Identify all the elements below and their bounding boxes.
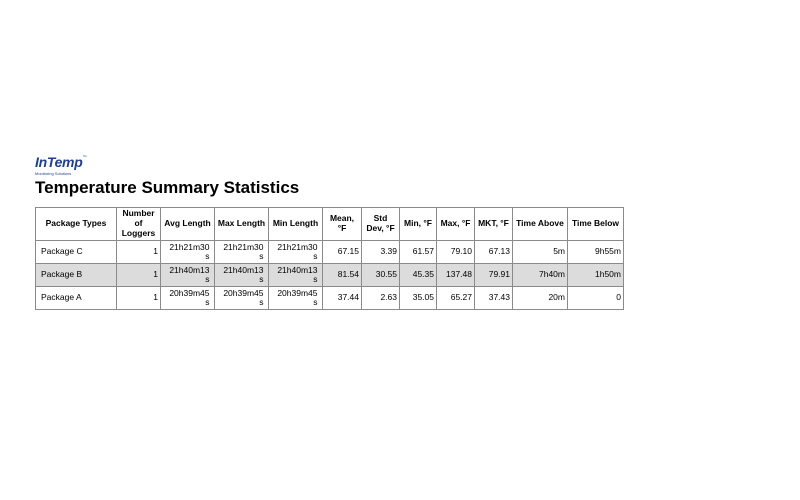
package-name-cell: Package A xyxy=(36,287,117,310)
table-row xyxy=(36,241,624,264)
table-cell: 79.10 xyxy=(437,241,475,264)
table-cell: 79.91 xyxy=(475,264,513,287)
table-cell: 2.63 xyxy=(362,287,400,310)
length-value: 20h39m45s xyxy=(277,287,318,307)
table-cell: 65.27 xyxy=(437,287,475,310)
length-cell xyxy=(269,264,323,287)
table-row xyxy=(36,287,624,310)
header-std-dev: Std Dev, °F xyxy=(362,208,400,241)
logo-tagline: Monitoring Solutions xyxy=(35,171,72,176)
table-cell: 1h50m xyxy=(568,264,624,287)
table-body xyxy=(36,241,624,310)
table-cell: 61.57 xyxy=(400,241,437,264)
header-mean: Mean, °F xyxy=(323,208,362,241)
length-cell xyxy=(215,264,269,287)
table-cell: 30.55 xyxy=(362,264,400,287)
table-cell: 1 xyxy=(117,241,161,264)
header-mkt: MKT, °F xyxy=(475,208,513,241)
table-header-row xyxy=(36,208,624,241)
header-time-below: Time Below xyxy=(568,208,624,241)
table-cell: 7h40m xyxy=(513,264,568,287)
length-value: 21h21m30s xyxy=(169,241,210,261)
length-cell xyxy=(269,241,323,264)
table-cell: 37.44 xyxy=(323,287,362,310)
table-row xyxy=(36,264,624,287)
length-cell xyxy=(215,241,269,264)
length-cell xyxy=(215,287,269,310)
table-cell: 1 xyxy=(117,287,161,310)
header-min: Min, °F xyxy=(400,208,437,241)
table-cell: 67.13 xyxy=(475,241,513,264)
length-value: 20h39m45s xyxy=(169,287,210,307)
table-cell: 20m xyxy=(513,287,568,310)
package-name-cell: Package C xyxy=(36,241,117,264)
table-cell: 1 xyxy=(117,264,161,287)
length-value: 21h40m13s xyxy=(169,264,210,284)
table-cell: 9h55m xyxy=(568,241,624,264)
header-max: Max, °F xyxy=(437,208,475,241)
table-cell: 67.15 xyxy=(323,241,362,264)
length-value: 21h40m13s xyxy=(223,264,264,284)
table-cell: 3.39 xyxy=(362,241,400,264)
logo-trademark: ™ xyxy=(82,154,87,159)
length-cell xyxy=(161,241,215,264)
summary-statistics-table xyxy=(35,207,624,310)
table-cell: 35.05 xyxy=(400,287,437,310)
length-value: 21h21m30s xyxy=(223,241,264,261)
header-min-length: Min Length xyxy=(269,208,323,241)
length-cell xyxy=(269,287,323,310)
package-name-cell: Package B xyxy=(36,264,117,287)
table-cell: 45.35 xyxy=(400,264,437,287)
page-title: Temperature Summary Statistics xyxy=(35,178,300,197)
length-value: 20h39m45s xyxy=(223,287,264,307)
length-value: 21h40m13s xyxy=(277,264,318,284)
header-time-above: Time Above xyxy=(513,208,568,241)
length-cell xyxy=(161,287,215,310)
table-cell: 5m xyxy=(513,241,568,264)
length-value: 21h21m30s xyxy=(277,241,318,261)
table-cell: 0 xyxy=(568,287,624,310)
table-cell: 81.54 xyxy=(323,264,362,287)
header-max-length: Max Length xyxy=(215,208,269,241)
header-avg-length: Avg Length xyxy=(161,208,215,241)
table-cell: 137.48 xyxy=(437,264,475,287)
length-cell xyxy=(161,264,215,287)
header-package-types: Package Types xyxy=(36,208,117,241)
table-cell: 37.43 xyxy=(475,287,513,310)
logo-wordmark: InTemp xyxy=(35,154,83,170)
header-number-of-loggers: Number of Loggers xyxy=(117,208,161,241)
intemp-logo xyxy=(35,155,125,176)
